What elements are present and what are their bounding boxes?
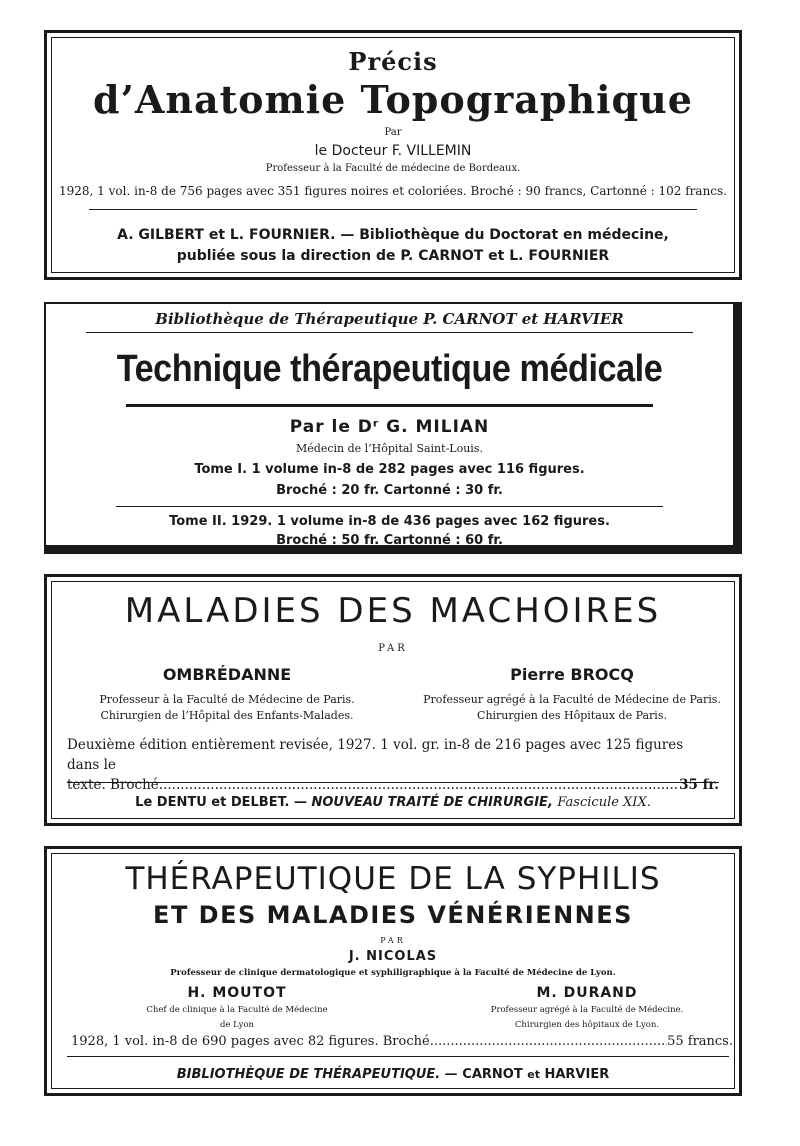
publication-line-1: Deuxième édition entièrement revisée, 1927. 1 vol. gr. in-8 de 216 pages avec 125 figures dans le	[67, 737, 684, 773]
publication-details: 1928, 1 vol. in-8 de 756 pages avec 351 figures noires et coloriées. Broché : 90 francs, Cartonné : 102 francs.	[59, 184, 727, 198]
divider	[86, 332, 693, 333]
author-2-aff-line-1: Professeur agrégé à la Faculté de Médecine de Paris.	[423, 693, 721, 706]
book-title: d’Anatomie Topographique	[93, 77, 693, 122]
author-1-block	[77, 665, 377, 724]
publication-line-2-text: texte. Broché	[67, 777, 159, 793]
tome-2-price: Broché : 50 fr. Cartonné : 60 fr.	[276, 533, 503, 548]
collection-title: NOUVEAU TRAITÉ DE CHIRURGIE,	[311, 795, 553, 810]
author-1-aff-line-1: Professeur à la Faculté de Médecine de Paris.	[99, 693, 355, 706]
author-2-affiliation	[412, 692, 732, 724]
author: J. NICOLAS	[348, 949, 438, 964]
coauthor-1-block	[107, 985, 367, 1031]
publication-details	[67, 735, 719, 795]
publication-line	[71, 1034, 733, 1049]
publication-details	[71, 1034, 733, 1049]
author-1-name: OMBRÉDANNE	[162, 665, 292, 684]
coauthor-2-block	[437, 985, 737, 1031]
divider	[89, 209, 697, 210]
divider	[126, 404, 653, 407]
title-top: Précis	[348, 47, 438, 76]
ad-anatomie-topographique	[44, 30, 742, 280]
dot-leader	[430, 1034, 667, 1049]
collection-line-2: publiée sous la direction de P. CARNOT et L. FOURNIER	[176, 248, 610, 264]
collection-line-1: A. GILBERT et L. FOURNIER. — Bibliothèque du Doctorat en médecine,	[117, 227, 669, 243]
author-2-block	[412, 665, 732, 724]
collection-line	[47, 1067, 739, 1082]
book-title: Technique thérapeutique médicale	[116, 348, 663, 390]
par-label: PAR	[378, 643, 408, 654]
coauthor-2-aff-line-1: Professeur agrégé à la Faculté de Médecine.	[490, 1005, 684, 1015]
affiliation: Médecin de l’Hôpital Saint-Louis.	[296, 442, 483, 455]
divider	[116, 506, 663, 507]
price: 55 francs.	[667, 1034, 733, 1049]
collection-line	[47, 795, 739, 810]
author-2-aff-line-2: Chirurgien des Hôpitaux de Paris.	[477, 709, 667, 722]
author: le Docteur F. VILLEMIN	[314, 143, 472, 159]
coauthor-1-aff-line-2: de Lyon	[219, 1020, 255, 1030]
author-1-aff-line-2: Chirurgien de l’Hôpital des Enfants-Malades.	[100, 709, 354, 722]
affiliation: Professeur de clinique dermatologique et syphiligraphique à la Faculté de Médecine de Lyon.	[170, 968, 616, 978]
tome-1-price: Broché : 20 fr. Cartonné : 30 fr.	[276, 483, 503, 498]
affiliation: Professeur à la Faculté de médecine de Bordeaux.	[265, 163, 521, 174]
par-label: PAR	[380, 936, 406, 945]
series-title: Bibliothèque de Thérapeutique P. CARNOT et HARVIER	[155, 310, 624, 328]
ad-therapeutique-syphilis	[44, 846, 742, 1096]
collection-fascicle: Fascicule XIX.	[557, 795, 651, 810]
author: Par le Dʳ G. MILIAN	[289, 417, 490, 437]
dot-leader	[159, 775, 679, 795]
collection-authors: Le DENTU et DELBET. —	[135, 795, 307, 810]
collection-title: BIBLIOTHÈQUE DE THÉRAPEUTIQUE. —	[176, 1067, 458, 1082]
publication-line-2	[67, 775, 719, 795]
author-2-name: Pierre BROCQ	[510, 665, 634, 684]
coauthor-1-aff-line-1: Chef de clinique à la Faculté de Médecine	[146, 1005, 328, 1015]
ad-maladies-des-machoires	[44, 574, 742, 826]
book-title-line-1: THÉRAPEUTIQUE DE LA SYPHILIS	[125, 861, 661, 897]
book-title: MALADIES DES MACHOIRES	[124, 591, 662, 631]
ad-technique-therapeutique	[44, 302, 742, 554]
coauthor-2-name: M. DURAND	[536, 985, 638, 1001]
price: 35 fr.	[679, 777, 719, 793]
author-1-affiliation	[77, 692, 377, 724]
tome-2-details: Tome II. 1929. 1 volume in-8 de 436 pages avec 162 figures.	[169, 514, 610, 529]
book-title-line-2: ET DES MALADIES VÉNÉRIENNES	[153, 901, 633, 929]
coauthor-1-name: H. MOUTOT	[187, 985, 287, 1001]
divider	[67, 782, 719, 783]
collection-author-1: CARNOT	[462, 1067, 523, 1082]
tome-1-details: Tome I. 1 volume in-8 de 282 pages avec 116 figures.	[194, 462, 585, 477]
publication-text: 1928, 1 vol. in-8 de 690 pages avec 82 figures. Broché	[71, 1034, 430, 1049]
collection-author-2: HARVIER	[544, 1067, 610, 1082]
divider	[67, 1056, 729, 1057]
coauthor-2-aff-line-2: Chirurgien des hôpitaux de Lyon.	[514, 1020, 660, 1030]
collection-et: et	[527, 1068, 540, 1081]
par-label: Par	[384, 127, 402, 138]
